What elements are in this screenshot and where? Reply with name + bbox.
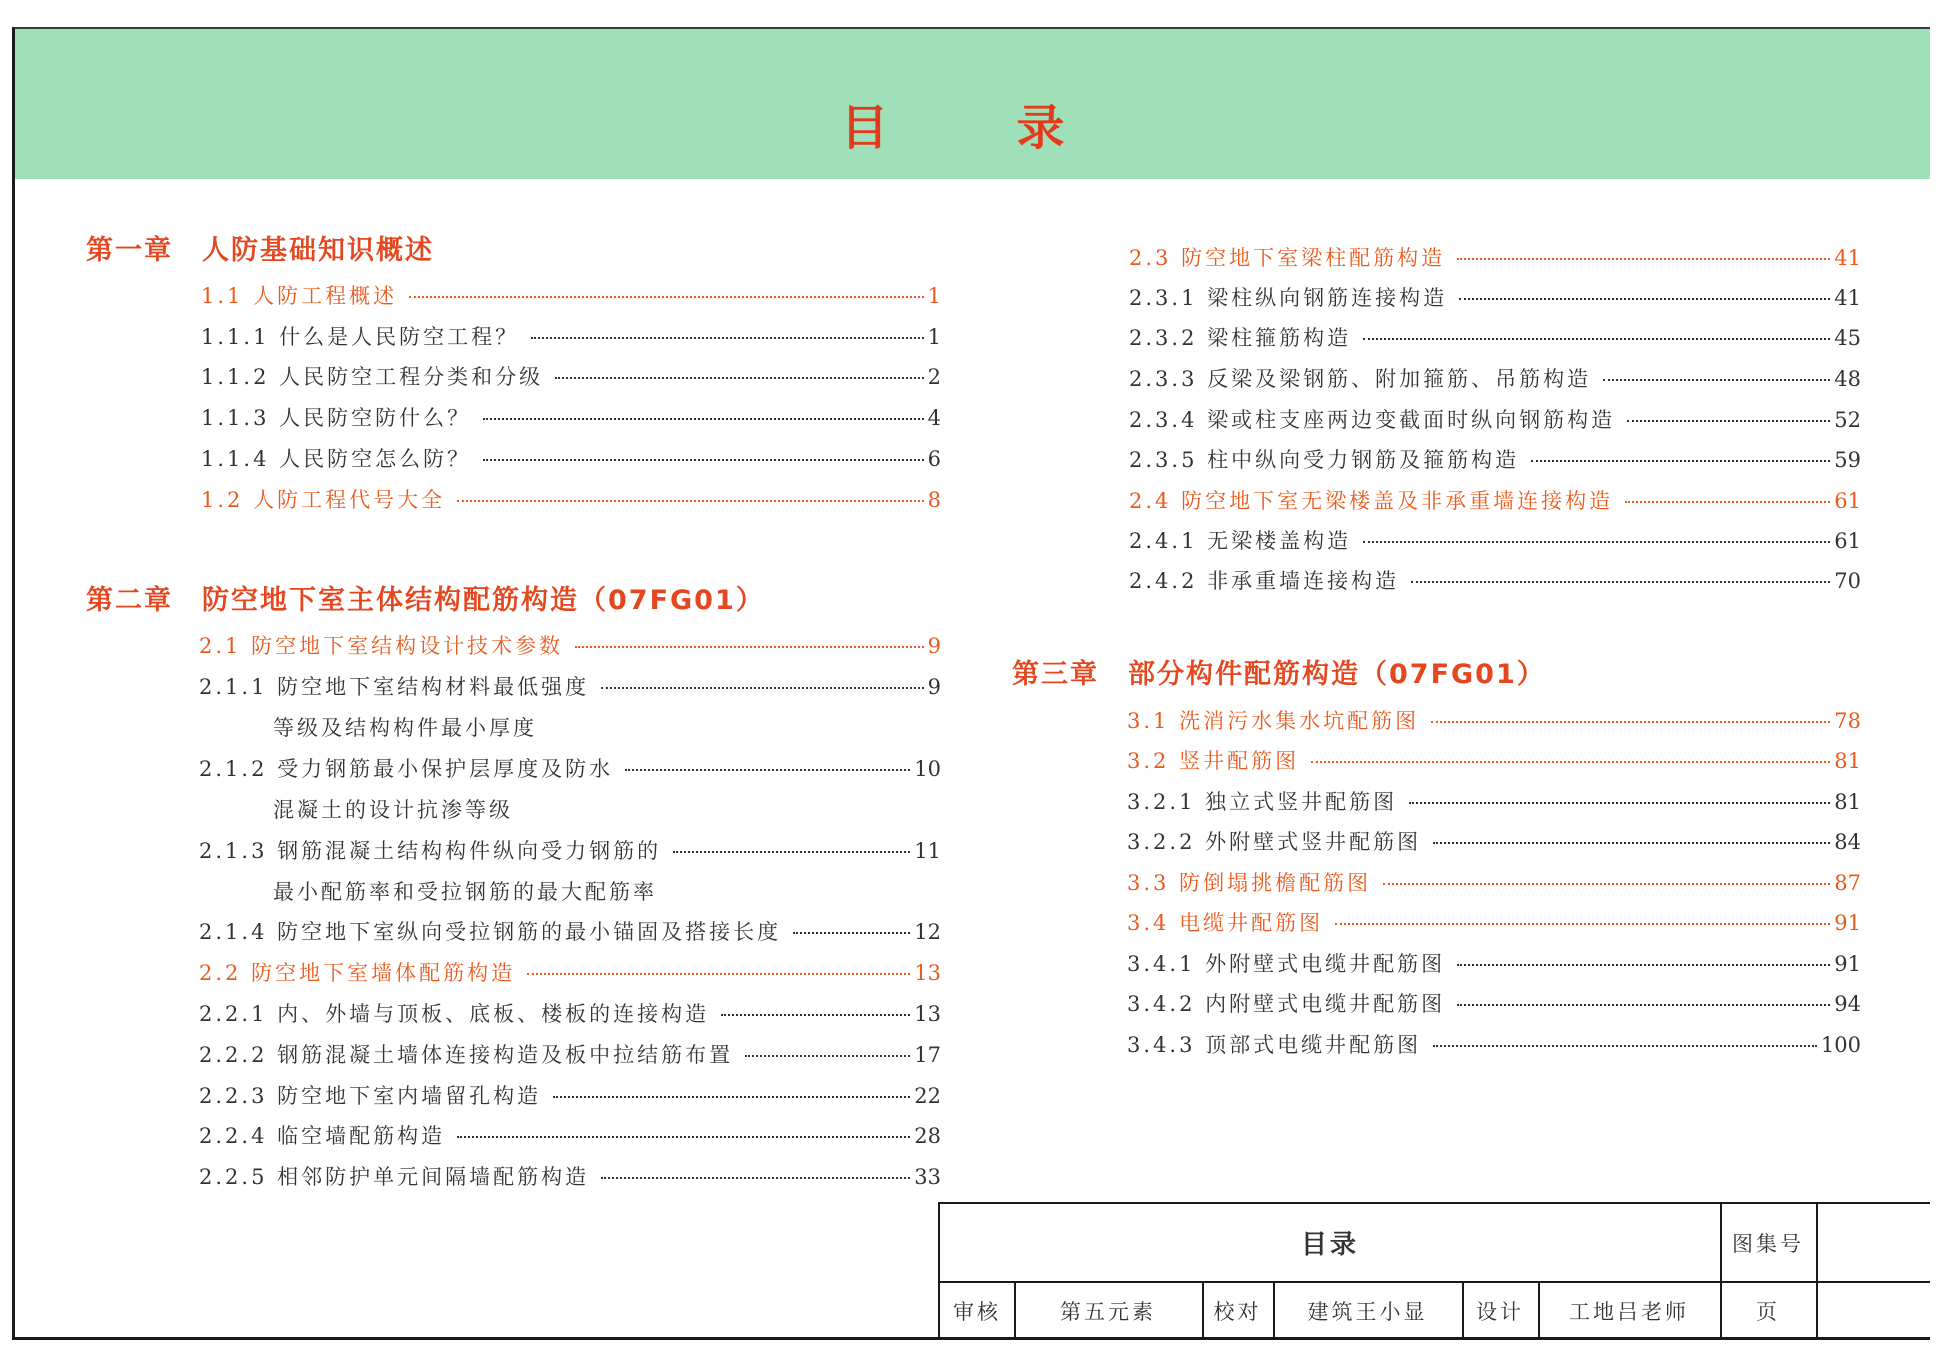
toc-entry[interactable]	[199, 753, 941, 783]
leader-dots	[531, 337, 924, 339]
toc-entry[interactable]	[199, 1120, 941, 1150]
title-block	[938, 1202, 1930, 1340]
toc-entry-page: 13	[914, 1002, 941, 1026]
toc-entry-page: 45	[1834, 326, 1861, 350]
leader-dots	[1335, 923, 1830, 925]
toc-entry[interactable]	[1127, 948, 1861, 978]
toc-entry-page: 10	[914, 757, 941, 781]
toc-entry-page: 1	[927, 325, 941, 349]
toc-entry-label: 2.1.1 防空地下室结构材料最低强度	[199, 675, 590, 699]
toc-entry-page: 61	[1834, 489, 1861, 513]
toc-entry-label: 3.2.2 外附壁式竖井配筋图	[1127, 830, 1422, 854]
leader-dots	[1457, 964, 1830, 966]
leader-dots	[1457, 258, 1830, 260]
toc-entry[interactable]	[1127, 826, 1861, 856]
toc-entry[interactable]	[1129, 565, 1861, 595]
toc-entry[interactable]	[1129, 404, 1861, 434]
toc-entry-page: 91	[1834, 952, 1861, 976]
toc-entry-page: 48	[1834, 367, 1861, 391]
toc-entry-page: 33	[914, 1165, 941, 1189]
leader-dots	[721, 1014, 910, 1016]
toc-entry-page: 17	[914, 1043, 941, 1067]
leader-dots	[1531, 460, 1830, 462]
leader-dots	[575, 646, 924, 648]
toc-entry-page: 6	[927, 447, 941, 471]
toc-entry[interactable]	[1127, 786, 1861, 816]
toc-entry-label: 3.4.3 顶部式电缆井配筋图	[1127, 1033, 1422, 1057]
leader-dots	[1625, 501, 1830, 503]
toc-entry[interactable]	[199, 1039, 941, 1069]
toc-entry-label: 2.3.3 反梁及梁钢筋、附加箍筋、吊筋构造	[1129, 367, 1592, 391]
toc-entry[interactable]	[1129, 282, 1861, 312]
toc-entry-label: 2.3.1 梁柱纵向钢筋连接构造	[1129, 286, 1448, 310]
toc-entry[interactable]	[1127, 1029, 1861, 1059]
toc-entry[interactable]	[1127, 867, 1861, 897]
toc-entry-label: 1.1 人防工程概述	[201, 284, 398, 308]
toc-entry[interactable]	[1129, 525, 1861, 555]
leader-dots	[1627, 420, 1830, 422]
toc-entry-page: 84	[1834, 830, 1861, 854]
leader-dots	[1383, 883, 1830, 885]
toc-entry[interactable]	[199, 916, 941, 946]
toc-entry-page: 41	[1834, 286, 1861, 310]
toc-entry-continuation: 混凝土的设计抗渗等级	[273, 798, 513, 822]
toc-entry-page: 91	[1834, 911, 1861, 935]
toc-entry[interactable]	[201, 443, 941, 473]
toc-entry-label: 3.4.1 外附壁式电缆井配筋图	[1127, 952, 1446, 976]
leader-dots	[1363, 541, 1830, 543]
toc-entry-page: 59	[1834, 448, 1861, 472]
leader-dots	[1603, 379, 1830, 381]
toc-entry-label: 3.3 防倒塌挑檐配筋图	[1127, 871, 1372, 895]
leader-dots	[1433, 1045, 1817, 1047]
toc-entry[interactable]	[201, 321, 941, 351]
leader-dots	[483, 459, 924, 461]
leader-dots	[1459, 298, 1830, 300]
toc-entry[interactable]	[1129, 242, 1861, 272]
toc-entry-label: 1.1.4 人民防空怎么防？	[201, 447, 472, 471]
checker-name: 建筑王小显	[1307, 1299, 1428, 1324]
toc-entry-label: 2.3.4 梁或柱支座两边变截面时纵向钢筋构造	[1129, 408, 1616, 432]
leader-dots	[553, 1096, 910, 1098]
toc-entry-label: 2.3.2 梁柱箍筋构造	[1129, 326, 1352, 350]
leader-dots	[1311, 761, 1830, 763]
atlas-number-label: 图集号	[1732, 1231, 1804, 1256]
toc-entry-page: 61	[1834, 529, 1861, 553]
leader-dots	[601, 1177, 910, 1179]
toc-entry[interactable]	[1127, 705, 1861, 735]
leader-dots	[1433, 842, 1830, 844]
toc-entry-label: 1.1.1 什么是人民防空工程？	[201, 325, 520, 349]
toc-entry-label: 2.2.5 相邻防护单元间隔墙配筋构造	[199, 1165, 590, 1189]
leader-dots	[409, 296, 924, 298]
check-label: 校对	[1213, 1299, 1262, 1324]
toc-entry-page: 22	[914, 1084, 941, 1108]
toc-entry[interactable]	[1127, 988, 1861, 1018]
toc-entry[interactable]	[201, 402, 941, 432]
title-block-name: 目录	[1300, 1230, 1359, 1260]
toc-entry-label: 2.1 防空地下室结构设计技术参数	[199, 634, 564, 658]
toc-entry-page: 52	[1834, 408, 1861, 432]
toc-entry-page: 41	[1834, 246, 1861, 270]
toc-entry-label: 3.4.2 内附壁式电缆井配筋图	[1127, 992, 1446, 1016]
chapter-3-heading: 第三章 部分构件配筋构造（07FG01）	[1012, 659, 1546, 690]
toc-entry-label: 1.2 人防工程代号大全	[201, 488, 446, 512]
leader-dots	[555, 377, 924, 379]
leader-dots	[1363, 338, 1830, 340]
toc-entry-page: 9	[927, 634, 941, 658]
leader-dots	[1431, 721, 1830, 723]
toc-entry-page: 81	[1834, 749, 1861, 773]
toc-entry-label: 3.2 竖井配筋图	[1127, 749, 1300, 773]
toc-entry[interactable]	[199, 1080, 941, 1110]
toc-entry-label: 3.4 电缆井配筋图	[1127, 911, 1324, 935]
toc-entry[interactable]	[199, 1161, 941, 1191]
leader-dots	[457, 1136, 910, 1138]
toc-entry-label: 1.1.3 人民防空防什么？	[201, 406, 472, 430]
toc-entry-continuation: 等级及结构构件最小厚度	[273, 716, 537, 740]
toc-entry-page: 8	[927, 488, 941, 512]
toc-entry[interactable]	[201, 484, 941, 514]
toc-entry-label: 2.2.3 防空地下室内墙留孔构造	[199, 1084, 542, 1108]
chapter-2-heading: 第二章 防空地下室主体结构配筋构造（07FG01）	[86, 585, 765, 616]
page-title: 目 录	[840, 100, 1105, 156]
header-band	[15, 29, 1930, 179]
toc-entry-label: 2.4.1 无梁楼盖构造	[1129, 529, 1352, 553]
toc-entry[interactable]	[1129, 444, 1861, 474]
toc-entry-page: 1	[927, 284, 941, 308]
design-label: 设计	[1476, 1299, 1524, 1324]
leader-dots	[1409, 802, 1830, 804]
toc-entry-page: 87	[1834, 871, 1861, 895]
toc-entry[interactable]	[199, 671, 941, 701]
toc-entry-label: 2.2.4 临空墙配筋构造	[199, 1124, 446, 1148]
toc-entry-label: 2.2.2 钢筋混凝土墙体连接构造及板中拉结筋布置	[199, 1043, 734, 1067]
toc-entry-label: 3.1 洗消污水集水坑配筋图	[1127, 709, 1420, 733]
toc-entry-page: 13	[914, 961, 941, 985]
leader-dots	[673, 851, 910, 853]
toc-entry[interactable]	[199, 998, 941, 1028]
toc-entry-label: 2.2.1 内、外墙与顶板、底板、楼板的连接构造	[199, 1002, 710, 1026]
leader-dots	[483, 418, 924, 420]
toc-entry-label: 2.1.4 防空地下室纵向受拉钢筋的最小锚固及搭接长度	[199, 920, 782, 944]
toc-entry-label: 1.1.2 人民防空工程分类和分级	[201, 365, 544, 389]
chapter-1-heading: 第一章 人防基础知识概述	[86, 235, 434, 266]
toc-entry-page: 2	[927, 365, 941, 389]
leader-dots	[1411, 581, 1830, 583]
toc-entry-label: 2.3 防空地下室梁柱配筋构造	[1129, 246, 1446, 270]
toc-entry-page: 94	[1834, 992, 1861, 1016]
toc-entry-page: 100	[1820, 1033, 1861, 1057]
toc-entry[interactable]	[1129, 485, 1861, 515]
leader-dots	[457, 500, 924, 502]
toc-entry-label: 2.4.2 非承重墙连接构造	[1129, 569, 1400, 593]
toc-entry-label: 2.3.5 柱中纵向受力钢筋及箍筋构造	[1129, 448, 1520, 472]
toc-entry[interactable]	[199, 957, 941, 987]
toc-entry[interactable]	[199, 630, 941, 660]
page-label: 页	[1756, 1299, 1780, 1324]
toc-entry-page: 4	[927, 406, 941, 430]
leader-dots	[793, 932, 910, 934]
toc-entry-page: 81	[1834, 790, 1861, 814]
toc-entry-page: 70	[1834, 569, 1861, 593]
leader-dots	[1457, 1004, 1830, 1006]
toc-entry-label: 2.4 防空地下室无梁楼盖及非承重墙连接构造	[1129, 489, 1614, 513]
toc-entry[interactable]	[1129, 322, 1861, 352]
toc-entry-page: 12	[914, 920, 941, 944]
leader-dots	[745, 1055, 910, 1057]
toc-entry[interactable]	[201, 361, 941, 391]
toc-entry[interactable]	[201, 280, 941, 310]
toc-entry-label: 3.2.1 独立式竖井配筋图	[1127, 790, 1398, 814]
toc-entry-page: 78	[1834, 709, 1861, 733]
toc-entry-page: 9	[927, 675, 941, 699]
toc-entry-continuation: 最小配筋率和受拉钢筋的最大配筋率	[273, 880, 657, 904]
toc-entry-page: 11	[914, 839, 941, 863]
toc-entry[interactable]	[199, 835, 941, 865]
designer-name: 工地吕老师	[1569, 1299, 1689, 1324]
leader-dots	[625, 769, 910, 771]
leader-dots	[527, 973, 910, 975]
toc-entry[interactable]	[1127, 907, 1861, 937]
leader-dots	[601, 687, 924, 689]
review-label: 审核	[953, 1299, 1001, 1324]
toc-entry-label: 2.1.2 受力钢筋最小保护层厚度及防水	[199, 757, 614, 781]
reviewer-name: 第五元素	[1060, 1299, 1156, 1324]
toc-entry-label: 2.2 防空地下室墙体配筋构造	[199, 961, 516, 985]
toc-entry[interactable]	[1129, 363, 1861, 393]
toc-entry-label: 2.1.3 钢筋混凝土结构构件纵向受力钢筋的	[199, 839, 662, 863]
toc-entry[interactable]	[1127, 745, 1861, 775]
toc-entry-page: 28	[914, 1124, 941, 1148]
